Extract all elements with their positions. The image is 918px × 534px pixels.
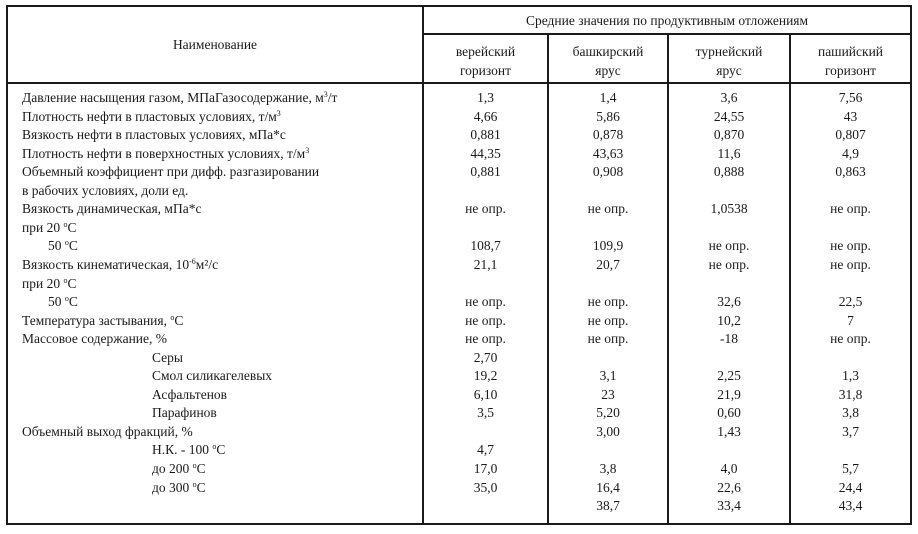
header-col-turneisky — [669, 42, 789, 80]
value-cell-vereisky: не опр. — [465, 201, 506, 217]
row-label-text: Вязкость динамическая, мПа*с — [22, 201, 202, 217]
value-cell-vereisky: 21,1 — [473, 256, 498, 272]
value-cell-turneisky: 0,60 — [717, 405, 741, 421]
row-label — [152, 441, 225, 459]
row-label — [22, 126, 286, 144]
value-cell-vereisky: не опр. — [465, 312, 506, 328]
row-label-text: до 300 — [152, 479, 193, 495]
value-cell-bashkirsky: 23 — [601, 386, 615, 402]
header-col-turneisky-line1: турнейский — [695, 44, 763, 59]
row-label-tail: С — [67, 275, 77, 291]
row-label-tail: С — [216, 442, 226, 458]
row-label-superscript: o — [64, 238, 69, 248]
value-cell-pashiisky: 4,9 — [842, 145, 859, 161]
value-cell-bashkirsky: 20,7 — [596, 256, 620, 272]
header-col-bashkirsky-line2: ярус — [595, 63, 621, 78]
value-cell-turneisky: 2,25 — [717, 368, 741, 384]
row-label — [48, 293, 78, 311]
row-label-superscript: o — [63, 275, 68, 285]
header-col-vereisky-line1: верейский — [455, 44, 516, 59]
header-col-vereisky-line2: горизонт — [459, 63, 512, 78]
row-label — [22, 163, 319, 181]
row-label — [152, 386, 227, 404]
header-col-turneisky-line2: ярус — [716, 63, 742, 78]
value-cell-pashiisky: 31,8 — [838, 386, 863, 402]
value-cell-pashiisky: 3,8 — [842, 405, 859, 421]
row-label-text: Смол силикагелевых — [152, 368, 273, 384]
header-col-pashiisky-line1: пашийский — [817, 44, 884, 59]
value-cell-bashkirsky: не опр. — [587, 312, 629, 328]
value-cell-vereisky: не опр. — [465, 331, 506, 347]
row-label-text: 50 — [48, 238, 65, 254]
row-label-text: Температура застывания, — [22, 312, 171, 328]
value-cell-bashkirsky: 109,9 — [592, 238, 624, 254]
value-cell-turneisky: 10,2 — [717, 312, 741, 328]
value-cell-pashiisky: 24,4 — [838, 479, 863, 495]
row-label — [22, 200, 201, 218]
row-label-text: Вязкость нефти в пластовых условиях, мПа*с — [22, 127, 286, 143]
value-cell-vereisky: 4,7 — [477, 442, 494, 458]
value-cell-bashkirsky: 3,1 — [599, 368, 617, 384]
value-cell-vereisky: 35,0 — [473, 479, 498, 495]
value-cell-pashiisky: не опр. — [830, 256, 871, 272]
value-cell-turneisky: 1,43 — [717, 423, 741, 439]
value-cell-bashkirsky: 5,20 — [596, 405, 620, 421]
row-label — [22, 145, 309, 163]
row-label — [152, 479, 206, 497]
row-label — [22, 182, 188, 200]
row-label-text: при 20 — [22, 219, 64, 235]
value-cell-turneisky: не опр. — [708, 238, 750, 254]
row-label-tail: С — [68, 238, 78, 254]
value-cell-turneisky: 33,4 — [717, 498, 741, 514]
value-cell-pashiisky: 0,863 — [835, 164, 866, 180]
row-label-text: Плотность нефти в пластовых условиях, т/м — [22, 108, 277, 124]
value-cell-pashiisky: 22,5 — [838, 294, 863, 310]
row-label — [22, 108, 281, 126]
value-cell-turneisky: -18 — [720, 331, 738, 347]
row-label-tail: С — [68, 294, 78, 310]
header-col-vereisky — [424, 42, 547, 80]
header-name-column: Наименование — [172, 37, 258, 52]
value-cell-turneisky: 22,6 — [717, 479, 741, 495]
value-cell-pashiisky: 5,7 — [842, 461, 859, 476]
row-label — [48, 237, 78, 255]
value-cell-bashkirsky: 0,908 — [592, 164, 624, 180]
row-label-tail: м²/с — [195, 256, 219, 272]
header-col-pashiisky — [791, 42, 910, 80]
value-cell-turneisky: 0,888 — [713, 164, 745, 180]
value-cell-turneisky: 32,6 — [717, 294, 741, 310]
value-cell-pashiisky: 43,4 — [838, 498, 863, 514]
value-cell-pashiisky: 3,7 — [842, 423, 859, 439]
row-label-superscript: o — [192, 461, 197, 470]
row-label — [152, 367, 272, 385]
value-cell-turneisky: не опр. — [708, 256, 750, 272]
value-cell-turneisky: 0,870 — [713, 127, 745, 143]
row-label — [22, 330, 167, 348]
value-cell-bashkirsky: не опр. — [587, 331, 629, 347]
value-cell-pashiisky: не опр. — [830, 331, 871, 347]
row-label-text: в рабочих условиях, доли ед. — [22, 182, 189, 198]
value-cell-pashiisky: 43 — [843, 108, 858, 124]
value-cell-turneisky: 3,6 — [720, 90, 738, 105]
row-label-text: Парафинов — [152, 405, 217, 421]
value-cell-pashiisky: 1,3 — [842, 368, 859, 384]
row-label — [152, 460, 206, 478]
row-label — [22, 312, 183, 330]
row-label-text: Серы — [152, 349, 183, 365]
row-label-superscript: o — [212, 442, 217, 452]
value-cell-pashiisky: 7 — [847, 312, 854, 328]
value-cell-bashkirsky: 5,86 — [596, 108, 620, 124]
value-cell-turneisky: 24,55 — [713, 108, 745, 124]
value-cell-bashkirsky: 0,878 — [592, 127, 624, 143]
row-label-text: 50 — [48, 294, 65, 310]
value-cell-vereisky: 44,35 — [470, 145, 501, 161]
value-cell-bashkirsky: 1,4 — [599, 90, 617, 105]
row-label-text: Давление насыщения газом, МПаГазосодержание, м — [22, 90, 324, 105]
row-label — [22, 219, 76, 237]
properties-table — [6, 5, 912, 525]
row-label-text: до 200 — [152, 461, 193, 476]
value-cell-turneisky: 11,6 — [717, 145, 741, 161]
value-cell-vereisky: 0,881 — [470, 164, 501, 180]
value-cell-bashkirsky: 3,8 — [599, 461, 617, 476]
row-label-text: при 20 — [22, 275, 64, 291]
value-cell-bashkirsky: 43,63 — [592, 145, 624, 161]
row-label-tail: С — [174, 312, 184, 328]
row-label-text: Массовое содержание, % — [22, 331, 168, 347]
row-label-superscript: -6 — [189, 256, 196, 266]
value-cell-vereisky: 2,70 — [473, 349, 498, 365]
header-col-bashkirsky-line1: башкирский — [572, 44, 644, 59]
value-cell-vereisky: 0,881 — [470, 127, 501, 143]
value-cell-vereisky: 17,0 — [473, 461, 498, 476]
row-label — [152, 404, 217, 422]
row-label — [22, 89, 337, 107]
row-label — [22, 423, 193, 441]
value-cell-pashiisky: 7,56 — [838, 90, 863, 105]
row-label-text: Объемный выход фракций, % — [22, 423, 193, 439]
value-cell-turneisky: 21,9 — [717, 386, 741, 402]
row-label-superscript: 3 — [323, 90, 328, 99]
row-label-tail: С — [196, 479, 206, 495]
value-cell-bashkirsky: 16,4 — [596, 479, 620, 495]
row-label — [22, 275, 76, 293]
value-cell-vereisky: 6,10 — [473, 386, 498, 402]
value-cell-turneisky: 4,0 — [720, 461, 738, 476]
header-col-bashkirsky — [549, 42, 667, 80]
row-label-superscript: o — [64, 294, 69, 304]
divider-header-bottom — [8, 82, 910, 84]
value-cell-pashiisky: 0,807 — [835, 127, 866, 143]
row-label — [22, 256, 218, 274]
value-cell-bashkirsky: не опр. — [587, 201, 629, 217]
row-label-superscript: o — [192, 479, 197, 489]
value-cell-vereisky: 3,5 — [477, 405, 494, 421]
row-label-tail: С — [67, 219, 77, 235]
row-label-text: Объемный коэффициент при дифф. разгазировании — [22, 164, 320, 180]
header-group-title: Средние значения по продуктивным отложениям — [525, 13, 809, 28]
value-cell-bashkirsky: не опр. — [587, 294, 629, 310]
value-cell-bashkirsky: 3,00 — [596, 423, 620, 439]
value-cell-vereisky: 19,2 — [473, 368, 498, 384]
row-label-superscript: 3 — [276, 108, 281, 118]
value-cell-vereisky: 1,3 — [477, 90, 494, 105]
row-label-text: Плотность нефти в поверхностных условиях, т/м — [22, 145, 306, 161]
row-label-text: Асфальтенов — [152, 386, 228, 402]
row-label-superscript: o — [170, 312, 175, 322]
divider-group-header — [422, 33, 910, 35]
row-label-superscript: 3 — [305, 145, 310, 155]
value-cell-turneisky: 1,0538 — [710, 201, 748, 217]
value-cell-vereisky: 4,66 — [473, 108, 498, 124]
value-cell-vereisky: 108,7 — [470, 238, 501, 254]
value-cell-bashkirsky: 38,7 — [596, 498, 620, 514]
row-label-text: Вязкость кинематическая, 10 — [22, 256, 190, 272]
row-label-superscript: o — [63, 219, 68, 229]
row-label-tail: /т — [327, 90, 338, 105]
header-col-pashiisky-line2: горизонт — [824, 63, 877, 78]
row-label — [152, 349, 183, 367]
row-label-text: Н.К. - 100 — [152, 442, 213, 458]
value-cell-pashiisky: не опр. — [830, 238, 871, 254]
value-cell-pashiisky: не опр. — [830, 201, 871, 217]
value-cell-vereisky: не опр. — [465, 294, 506, 310]
row-label-tail: С — [196, 461, 206, 476]
